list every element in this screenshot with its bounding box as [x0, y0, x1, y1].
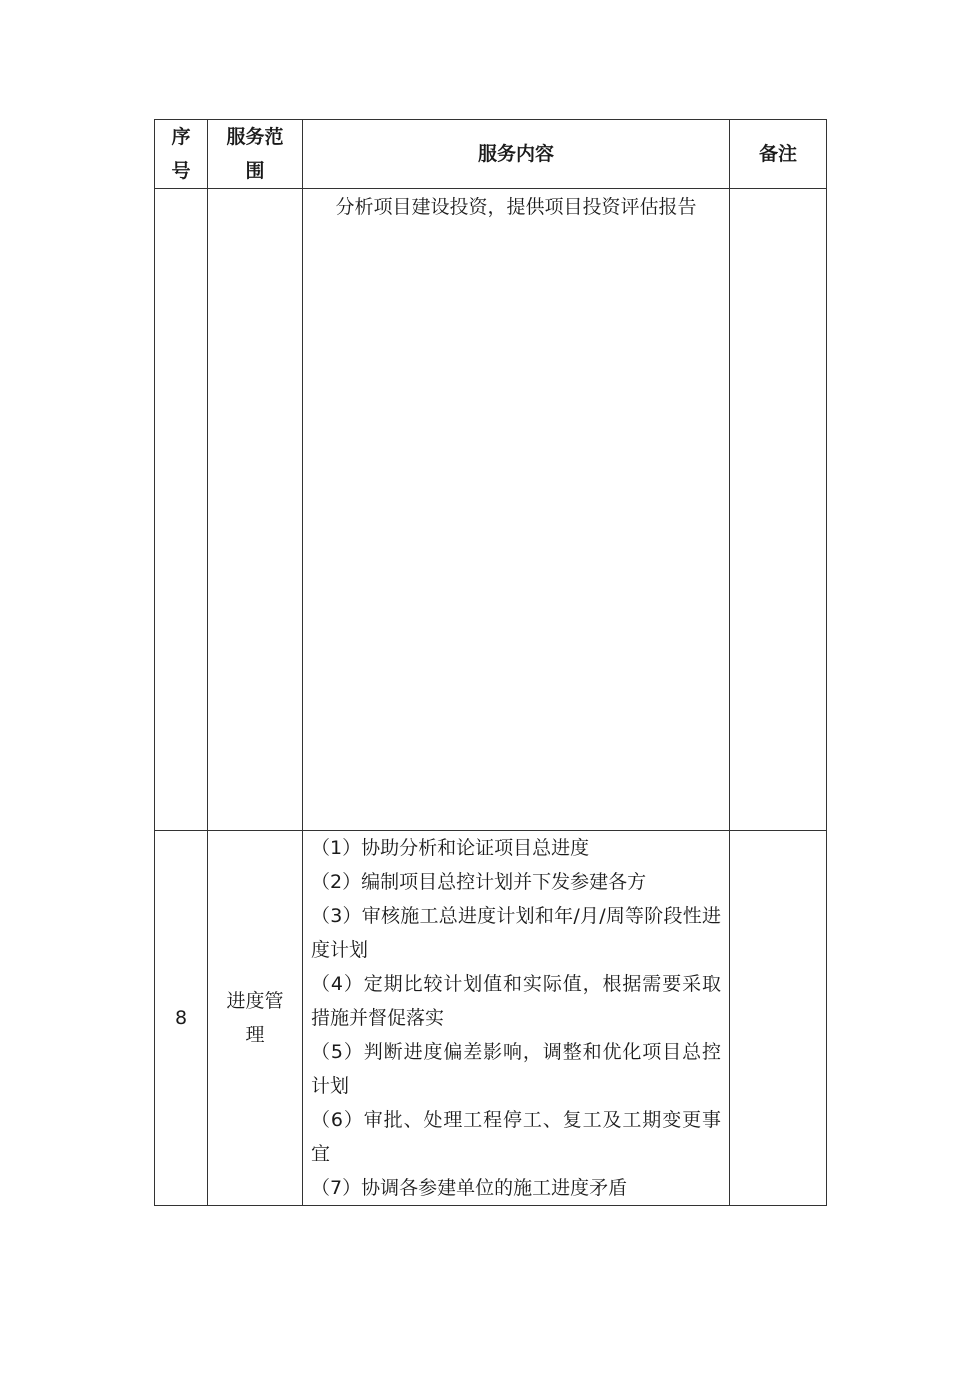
row-note-cell: [730, 189, 827, 831]
list-item: （2）编制项目总控计划并下发参建各方: [311, 871, 647, 893]
row-scope-cell: [208, 831, 303, 1206]
list-item: （3）审核施工总进度计划和年/月/周等阶段性进度计划: [311, 905, 721, 961]
header-no-line-2: 号: [171, 160, 191, 182]
row-no-cell: 8: [155, 831, 208, 1206]
list-item: （1）协助分析和论证项目总进度: [311, 837, 590, 859]
list-item: （4）定期比较计划值和实际值，根据需要采取措施并督促落实: [311, 973, 721, 1029]
row-no-cell: [155, 189, 208, 831]
scope-line-2: 理: [245, 1024, 265, 1046]
table-row: [155, 189, 827, 831]
list-item: （6）审批、处理工程停工、复工及工期变更事宜: [311, 1109, 721, 1165]
header-content-label: 服务内容: [477, 143, 554, 165]
header-scope-line-1: 服务范: [226, 126, 284, 148]
header-no-line-1: 序: [171, 126, 191, 148]
table-header-row: [155, 120, 827, 189]
header-no: [155, 120, 208, 189]
row-content-cell: 分析项目建设投资，提供项目投资评估报告: [303, 189, 730, 831]
header-scope: [208, 120, 303, 189]
header-scope-line-2: 围: [245, 160, 265, 182]
list-item: （5）判断进度偏差影响，调整和优化项目总控计划: [311, 1041, 721, 1097]
list-item: （7）协调各参建单位的施工进度矛盾: [311, 1177, 628, 1199]
header-note-label: 备注: [758, 143, 797, 165]
row-scope-cell: [208, 189, 303, 831]
row-note-cell: [730, 831, 827, 1206]
header-note: [730, 120, 827, 189]
header-content: [303, 120, 730, 189]
table-row: [155, 831, 827, 1206]
service-table: [154, 119, 827, 1206]
progress-items-list: [303, 831, 729, 1205]
scope-line-1: 进度管: [226, 990, 284, 1012]
row-content-cell: [303, 831, 730, 1206]
